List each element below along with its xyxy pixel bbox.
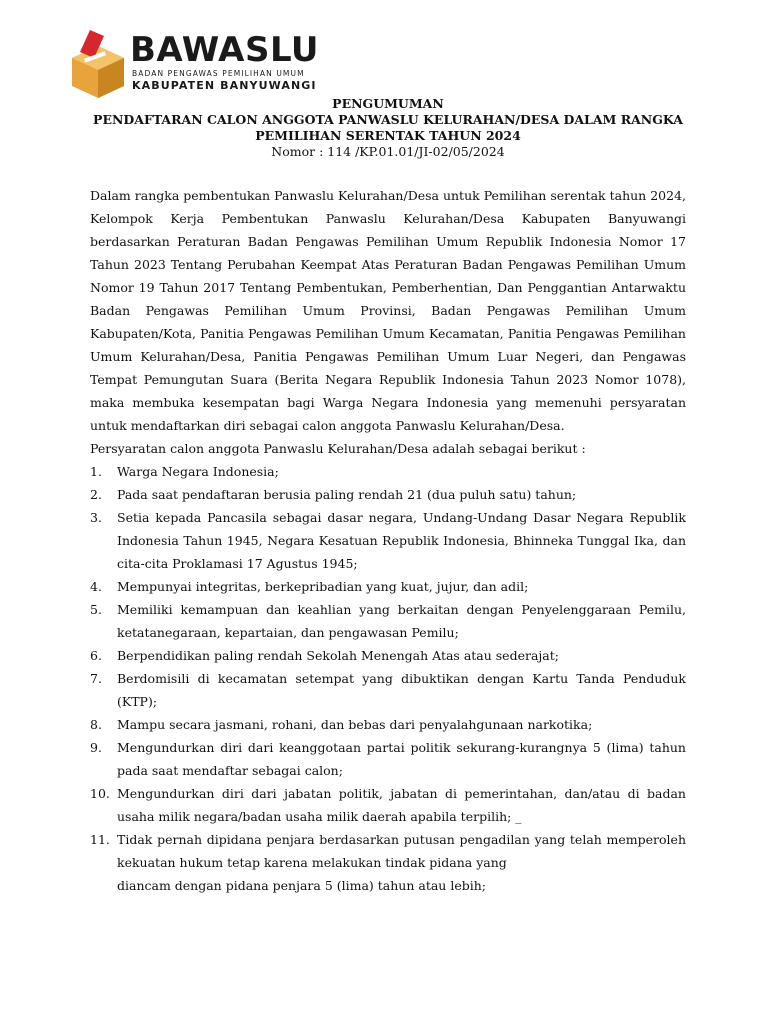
logo-subtitle-2: KABUPATEN BANYUWANGI [132, 79, 317, 92]
list-item: 5. Memiliki kemampuan dan keahlian yang berkaitan dengan Penyelenggaraan Pemilu, ketatanegaraan, kepartaian, dan pengawasan Pemilu; [90, 602, 686, 640]
list-item: 6. Berpendidikan paling rendah Sekolah Menengah Atas atau sederajat; [90, 648, 559, 663]
heading-title: PENGUMUMAN [332, 96, 444, 111]
requirements-list [90, 460, 686, 897]
intro-paragraph: Dalam rangka pembentukan Panwaslu Kelurahan/Desa untuk Pemilihan serentak tahun 2024, Kelompok Kerja Pembentukan Panwaslu Kelurahan/Desa Kabupaten Banyuwangi berdasarkan Peraturan Badan Pengawas Pemilihan Umum Republik Indonesia Nomor 17 Tahun 2023 Tentang Perubahan Keempat Atas Peraturan Badan Pengawas Pemilihan Umum Nomor 19 Tahun 2017 Tentang Pembentukan, Pemberhentian, Dan Penggantian Antarwaktu Badan Pengawas Pemilihan Umum Provinsi, Badan Pengawas Pemilihan Umum Kabupaten/Kota, Panitia Pengawas Pemilihan Umum Kecamatan, Panitia Pengawas Pemilihan Umum Kelurahan/Desa, Panitia Pengawas Pemilihan Umum Luar Negeri, dan Pengawas Tempat Pemungutan Suara (Berita Negara Republik Indonesia Tahun 2023 Nomor 1078), maka membuka kesempatan bagi Warga Negara Indonesia yang memenuhi persyaratan untuk mendaftarkan diri sebagai calon anggota Panwaslu Kelurahan/Desa. [90, 188, 686, 433]
logo-subtitle-1: BADAN PENGAWAS PEMILIHAN UMUM [132, 69, 305, 78]
ballot-box-logo-icon [70, 28, 126, 98]
announcement-heading [90, 96, 686, 160]
requirements-intro: Persyaratan calon anggota Panwaslu Kelurahan/Desa adalah sebagai berikut : [90, 441, 586, 456]
list-item: 10. Mengundurkan diri dari jabatan politik, jabatan di pemerintahan, dan/atau di badan usaha milik negara/badan usaha milik daerah apabila terpilih; _ [90, 786, 686, 824]
list-item: 3. Setia kepada Pancasila sebagai dasar negara, Undang-Undang Dasar Negara Republik Indonesia Tahun 1945, Negara Kesatuan Republik Indonesia, Bhinneka Tunggal Ika, dan cita-cita Proklamasi 17 Agustus 1945; [90, 510, 686, 571]
list-item: 7. Berdomisili di kecamatan setempat yang dibuktikan dengan Kartu Tanda Penduduk (KTP); [90, 671, 686, 709]
list-item: 8. Mampu secara jasmani, rohani, dan bebas dari penyalahgunaan narkotika; [90, 717, 593, 732]
bawaslu-logo [70, 28, 320, 100]
list-item: 2. Pada saat pendaftaran berusia paling rendah 21 (dua puluh satu) tahun; [90, 487, 577, 502]
announcement-body [90, 184, 686, 897]
logo-name: BAWASLU [130, 30, 320, 70]
heading-subtitle-2: PEMILIHAN SERENTAK TAHUN 2024 [255, 128, 521, 143]
heading-subtitle-1: PENDAFTARAN CALON ANGGOTA PANWASLU KELURAHAN/DESA DALAM RANGKA [93, 112, 683, 127]
list-item: 11. Tidak pernah dipidana penjara berdasarkan putusan pengadilan yang telah memperoleh kekuatan hukum tetap karena melakukan tindak pidana yang diancam dengan pidana penjara 5 (lima) tahun atau lebih; [90, 832, 686, 893]
list-item: 1. Warga Negara Indonesia; [90, 464, 279, 479]
list-item: 9. Mengundurkan diri dari keanggotaan partai politik sekurang-kurangnya 5 (lima) tahun pada saat mendaftar sebagai calon; [90, 740, 686, 778]
list-item: 4. Mempunyai integritas, berkepribadian yang kuat, jujur, dan adil; [90, 579, 529, 594]
announcement-number: Nomor : 114 /KP.01.01/JI-02/05/2024 [271, 144, 505, 159]
